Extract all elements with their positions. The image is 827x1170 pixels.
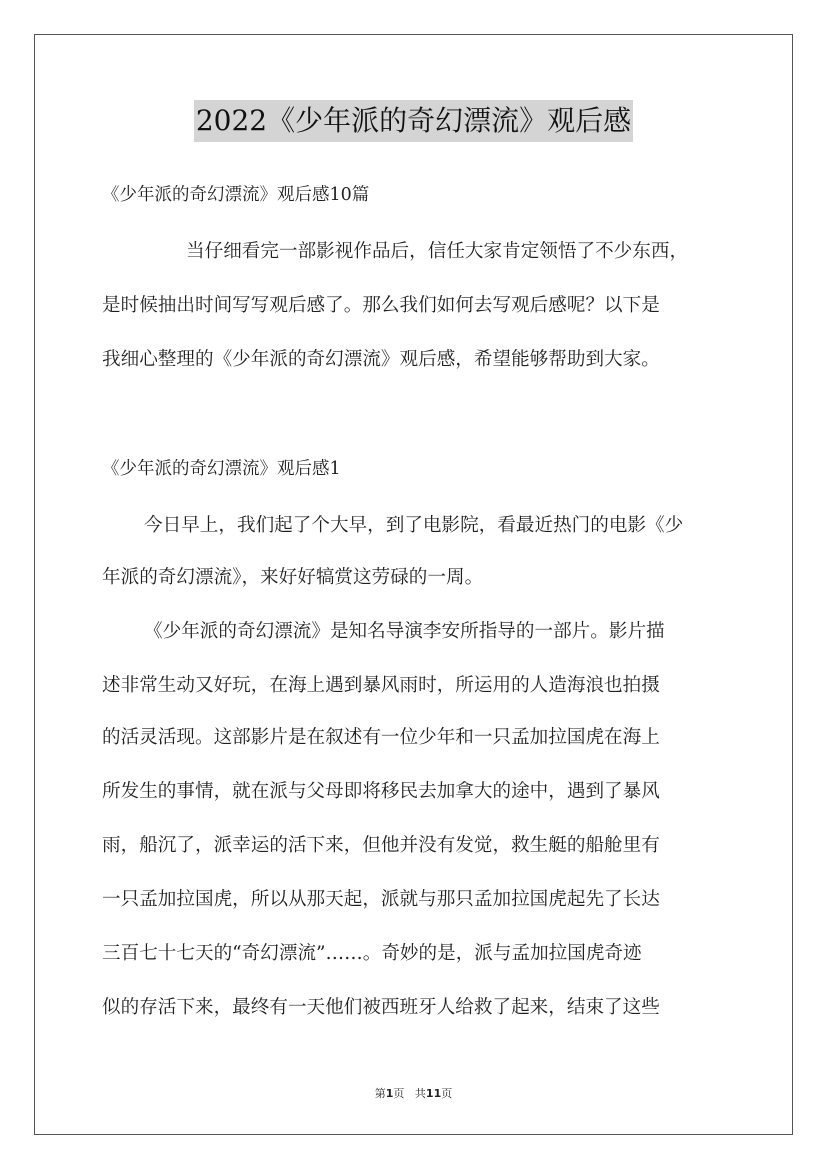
footer-total-prefix: 共 [414,1087,426,1100]
intro-line-2: 是时候抽出时间写写观后感了。那么我们如何去写观后感呢？以下是 [102,295,660,316]
para2-line-5: 雨，船沉了，派幸运的活下来，但他并没有发觉，救生艇的船舱里有 [102,835,660,856]
footer-total-suffix: 页 [441,1087,453,1100]
footer-total-pages: 11 [425,1087,442,1100]
para2-line-6: 一只孟加拉国虎，所以从那天起，派就与那只孟加拉国虎起先了长达 [102,889,660,910]
para2-line-7: 三百七十七天的“奇幻漂流”……。奇妙的是，派与孟加拉国虎奇迹 [102,943,642,964]
document-title: 2022《少年派的奇幻漂流》观后感 [194,100,633,142]
para2-line-8: 似的存活下来，最终有一天他们被西班牙人给救了起来，结束了这些 [102,997,660,1018]
intro-line-1: 当仔细看完一部影视作品后，信任大家肯定领悟了不少东西， [186,241,689,262]
document-subtitle: 《少年派的奇幻漂流》观后感10篇 [102,185,370,205]
page-footer [0,1085,827,1101]
para2-line-3: 的活灵活现。这部影片是在叙述有一位少年和一只孟加拉国虎在海上 [102,727,660,748]
para1-line-1: 今日早上，我们起了个大早，到了电影院，看最近热门的电影《少 [144,515,684,536]
footer-page-prefix: 第 [374,1087,386,1100]
para2-line-4: 所发生的事情，就在派与父母即将移民去加拿大的途中，遇到了暴风 [102,781,660,802]
footer-page-suffix: 页 [393,1087,405,1100]
section-heading: 《少年派的奇幻漂流》观后感1 [102,459,341,479]
intro-line-3: 我细心整理的《少年派的奇幻漂流》观后感，希望能够帮助到大家。 [102,349,660,370]
footer-page-number: 1 [385,1087,394,1100]
para2-line-2: 述非常生动又好玩，在海上遇到暴风雨时，所运用的人造海浪也拍摄 [102,675,660,696]
para2-line-1: 《少年派的奇幻漂流》是知名导演李安所指导的一部片。影片描 [144,621,665,642]
title-container [0,100,827,142]
para1-line-2: 年派的奇幻漂流》，来好好犒赏这劳碌的一周。 [102,567,484,588]
